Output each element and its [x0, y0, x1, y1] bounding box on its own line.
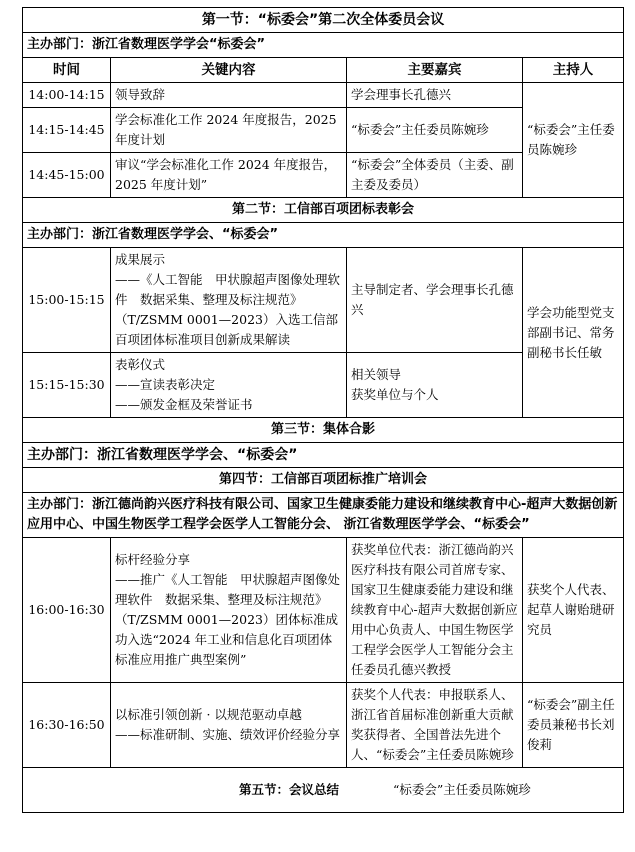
content-heading: 表彰仪式 [115, 357, 166, 372]
host-cell: 获奖个人代表、起草人谢贻琎研究员 [523, 538, 624, 683]
time-cell: 15:00-15:15 [23, 248, 111, 353]
content-detail: ——推广《人工智能 甲状腺超声图像处理软件 数据采集、整理及标注规范》（T/ZSMM 0001—2023）团体标准成功入选“2024 年工业和信息化百项团体标准应用推广典型案例” [115, 572, 341, 667]
guest-cell: 获奖单位代表：浙江德尚韵兴医疗科技有限公司首席专家、国家卫生健康委能力建设和继续教育中心-超声大数据创新应用中心负责人、中国生物医学工程学会医学人工智能分会主任委员孔德兴教授 [347, 538, 523, 683]
content-cell: 审议“学会标准化工作 2024 年度报告，2025 年度计划” [111, 153, 347, 198]
content-cell [111, 683, 347, 768]
guest-line: 获奖单位与个人 [351, 387, 439, 402]
section-5-row [23, 768, 624, 813]
header-content: 关键内容 [111, 58, 347, 83]
guest-cell [347, 353, 523, 418]
section-3-title: 第三节：集体合影 [23, 418, 624, 443]
header-guest: 主要嘉宾 [347, 58, 523, 83]
content-heading: 成果展示 [115, 252, 166, 267]
time-cell: 14:15-14:45 [23, 108, 111, 153]
content-detail: ——宣读表彰决定 [115, 377, 216, 392]
table-row [23, 683, 624, 768]
table-row [23, 538, 624, 683]
host-cell: “标委会”主任委员陈婉珍 [523, 83, 624, 198]
time-cell: 14:45-15:00 [23, 153, 111, 198]
time-cell: 16:30-16:50 [23, 683, 111, 768]
content-heading: 以标准引领创新 · 以规范驱动卓越 [115, 707, 302, 722]
section-4-host: 主办部门：浙江德尚韵兴医疗科技有限公司、国家卫生健康委能力建设和继续教育中心-超声大数据创新应用中心、中国生物医学工程学会医学人工智能分会、 浙江省数理医学学会、“标委会” [23, 493, 624, 538]
header-host: 主持人 [523, 58, 624, 83]
guest-cell: 主导制定者、学会理事长孔德兴 [347, 248, 523, 353]
time-cell: 16:00-16:30 [23, 538, 111, 683]
section-3-host: 主办部门：浙江省数理医学学会、“标委会” [23, 443, 624, 468]
agenda-table [22, 7, 624, 813]
content-detail: ——《人工智能 甲状腺超声图像处理软件 数据采集、整理及标注规范》（T/ZSMM 0001—2023）入选工信部百项团体标准项目创新成果解读 [115, 272, 341, 347]
table-row [23, 83, 624, 108]
section-2-title: 第二节：工信部百项团标表彰会 [23, 198, 624, 223]
section-5-host: “标委会”主任委员陈婉珍 [393, 782, 531, 797]
section-2-host: 主办部门：浙江省数理医学学会、“标委会” [23, 223, 624, 248]
table-row [23, 248, 624, 353]
content-detail: ——标准研制、实施、绩效评价经验分享 [115, 727, 341, 742]
section-1-host: 主办部门：浙江省数理医学学会“标委会” [23, 33, 624, 58]
host-cell: “标委会”副主任委员兼秘书长刘俊莉 [523, 683, 624, 768]
content-cell [111, 248, 347, 353]
content-cell: 学会标准化工作 2024 年度报告，2025 年度计划 [111, 108, 347, 153]
header-time: 时间 [23, 58, 111, 83]
content-cell: 领导致辞 [111, 83, 347, 108]
time-cell: 15:15-15:30 [23, 353, 111, 418]
content-cell [111, 353, 347, 418]
guest-cell: “标委会”全体委员（主委、副主委及委员） [347, 153, 523, 198]
content-cell [111, 538, 347, 683]
host-cell: 学会功能型党支部副书记、常务副秘书长任敏 [523, 248, 624, 418]
guest-line: 相关领导 [351, 367, 402, 382]
time-cell: 14:00-14:15 [23, 83, 111, 108]
section-1-title: 第一节：“标委会”第二次全体委员会议 [23, 8, 624, 33]
guest-cell: 获奖个人代表：申报联系人、浙江省首届标准创新重大贡献奖获得者、全国普法先进个人、“标委会”主任委员陈婉珍 [347, 683, 523, 768]
content-heading: 标杆经验分享 [115, 552, 191, 567]
guest-cell: “标委会”主任委员陈婉珍 [347, 108, 523, 153]
section-4-title: 第四节：工信部百项团标推广培训会 [23, 468, 624, 493]
section-5-title: 第五节：会议总结 [239, 782, 340, 797]
content-detail: ——颁发金框及荣誉证书 [115, 397, 253, 412]
guest-cell: 学会理事长孔德兴 [347, 83, 523, 108]
